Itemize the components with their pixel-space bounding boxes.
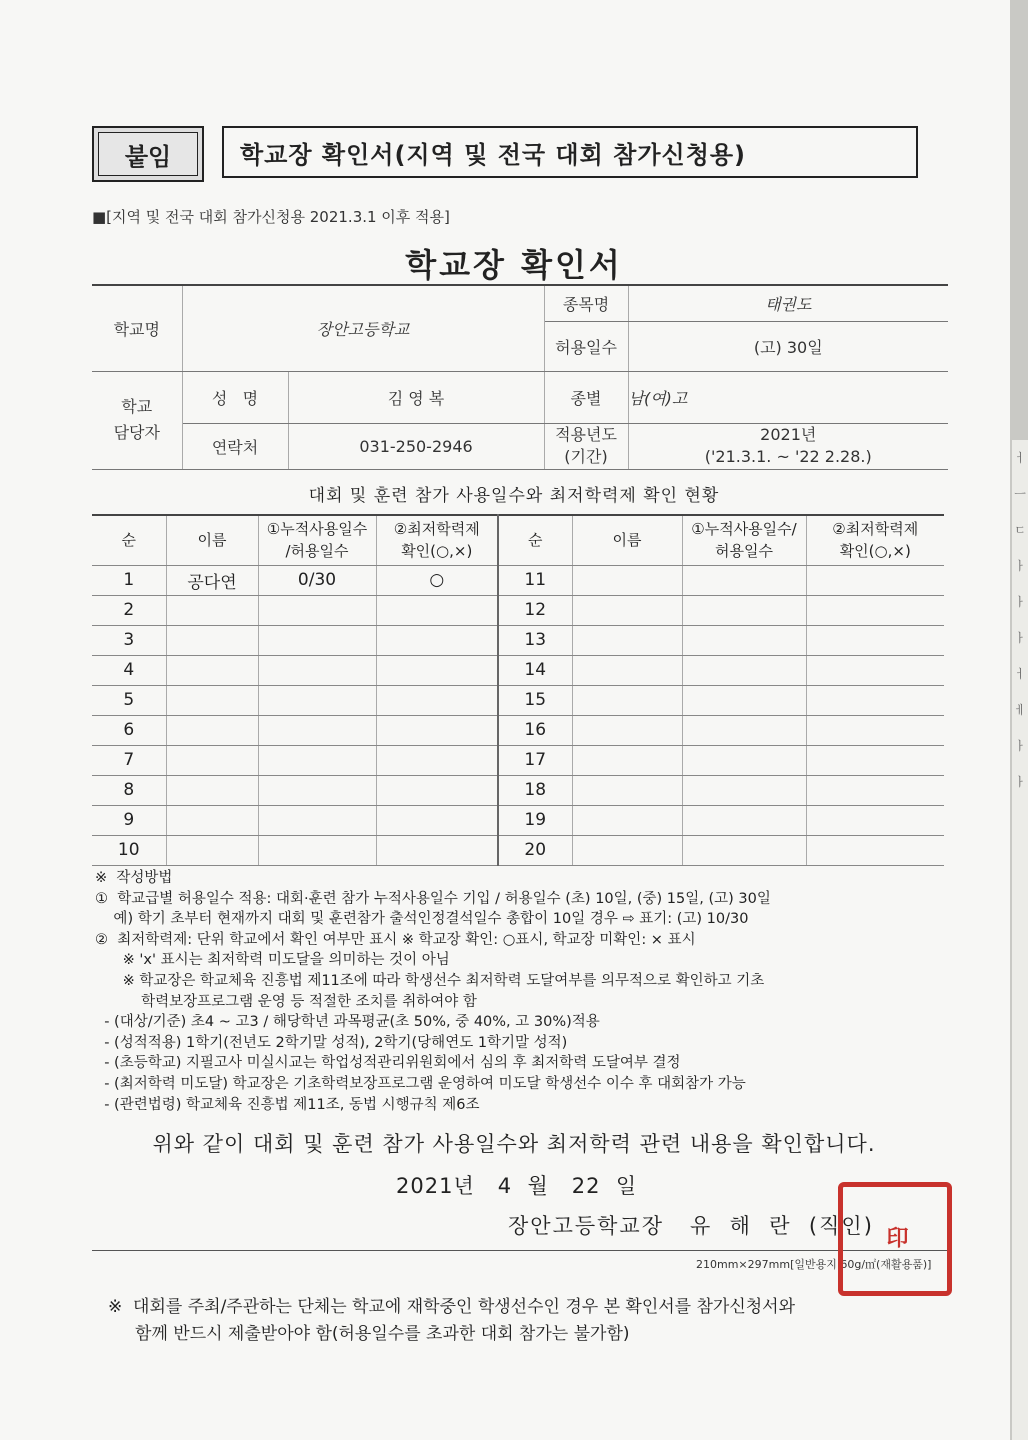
table-cell xyxy=(682,685,806,715)
table-header-row xyxy=(92,515,944,565)
table-cell xyxy=(682,805,806,835)
name-value: 김 영 복 xyxy=(288,371,544,423)
table-cell xyxy=(376,685,498,715)
gender-label: 종별 xyxy=(544,371,628,423)
table-row xyxy=(92,655,944,685)
table-cell xyxy=(376,595,498,625)
divider xyxy=(92,1250,948,1251)
table-cell xyxy=(806,775,944,805)
table-cell xyxy=(806,625,944,655)
table-cell xyxy=(258,625,376,655)
confirmation-statement: 위와 같이 대회 및 훈련 참가 사용일수와 최저학력 관련 내용을 확인합니다. xyxy=(152,1132,876,1156)
table-cell xyxy=(572,715,682,745)
table-cell: ○ xyxy=(376,565,498,595)
official-seal xyxy=(838,1182,952,1296)
table-row xyxy=(92,595,944,625)
footer-note xyxy=(108,1294,958,1348)
table-cell: 15 xyxy=(498,685,572,715)
table-row xyxy=(92,685,944,715)
table-cell xyxy=(806,805,944,835)
table-cell xyxy=(572,685,682,715)
gender-value: 남(여)고 xyxy=(628,371,948,423)
paper-spec: 210mm×297mm[일반용지 60g/㎡(재활용품)] xyxy=(696,1258,932,1271)
table-cell xyxy=(806,715,944,745)
table-cell xyxy=(806,835,944,865)
school-info-table xyxy=(92,284,948,470)
principal-signature: 장안고등학교장 유 해 란 (직인) xyxy=(508,1214,874,1238)
table-cell xyxy=(376,775,498,805)
allowed-days-value: (고) 30일 xyxy=(628,321,948,371)
writing-instructions xyxy=(95,868,955,1115)
table-cell xyxy=(572,565,682,595)
table-cell: 20 xyxy=(498,835,572,865)
document-title: 학교장 확인서 xyxy=(405,246,623,284)
table-cell xyxy=(682,835,806,865)
school-value: 장안고등학교 xyxy=(182,285,544,371)
col-header: 이름 xyxy=(166,515,258,565)
table-cell xyxy=(806,595,944,625)
table-cell xyxy=(376,745,498,775)
table-cell xyxy=(572,595,682,625)
table-cell: 6 xyxy=(92,715,166,745)
table-cell: 5 xyxy=(92,685,166,715)
table-cell: 7 xyxy=(92,745,166,775)
table-cell: 11 xyxy=(498,565,572,595)
instruction-line: ※ 학교장은 학교체육 진흥법 제11조에 따라 학생선수 최저학력 도달여부를 의무적으로 확인하고 기초 xyxy=(95,972,765,989)
table-cell: 10 xyxy=(92,835,166,865)
table-cell xyxy=(166,805,258,835)
table-cell xyxy=(258,745,376,775)
allowed-days-label: 허용일수 xyxy=(544,321,628,371)
col-header: ②최저학력제 확인(○,×) xyxy=(376,515,498,565)
table-cell xyxy=(376,805,498,835)
school-label: 학교명 xyxy=(92,285,182,371)
table-cell xyxy=(376,835,498,865)
instruction-line: ※ 'x' 표시는 최저학력 미도달을 의미하는 것이 아님 xyxy=(95,952,450,969)
table-cell xyxy=(572,745,682,775)
table-cell: 공다연 xyxy=(166,565,258,595)
manager-label: 학교 담당자 xyxy=(92,371,182,469)
issue-date: 2021년 4 월 22 일 xyxy=(396,1174,638,1198)
col-header: ②최저학력제 확인(○,×) xyxy=(806,515,944,565)
col-header: 순 xyxy=(498,515,572,565)
table-row xyxy=(92,805,944,835)
attachment-tag xyxy=(92,126,204,182)
table-cell: 4 xyxy=(92,655,166,685)
table-row xyxy=(92,565,944,595)
footer-line: 함께 반드시 제출받아야 함(허용일수를 초과한 대회 참가는 불가함) xyxy=(108,1324,630,1344)
table-cell xyxy=(258,685,376,715)
table-cell xyxy=(166,745,258,775)
col-header: 순 xyxy=(92,515,166,565)
table-cell xyxy=(376,715,498,745)
sport-value: 태권도 xyxy=(628,285,948,321)
table-cell xyxy=(572,655,682,685)
attachment-tag-label: 붙임 xyxy=(98,132,198,176)
instruction-line: ① 학교급별 허용일수 적용: 대회·훈련 참가 누적사용일수 기입 / 허용일수 (초) 10일, (중) 15일, (고) 30일 xyxy=(95,890,771,907)
table-cell xyxy=(806,565,944,595)
table-row xyxy=(92,775,944,805)
participation-table xyxy=(92,514,944,866)
table-row xyxy=(92,745,944,775)
table-cell xyxy=(572,625,682,655)
col-header: ①누적사용일수/ 허용일수 xyxy=(682,515,806,565)
table-cell xyxy=(682,565,806,595)
table-cell xyxy=(166,775,258,805)
seal-lettering: 印 xyxy=(883,1226,908,1252)
table-cell xyxy=(572,805,682,835)
table-cell xyxy=(682,625,806,655)
sport-label: 종목명 xyxy=(544,285,628,321)
table-cell xyxy=(258,715,376,745)
table-cell xyxy=(166,685,258,715)
table-cell xyxy=(258,595,376,625)
instruction-line: 학력보장프로그램 운영 등 적절한 조치를 취하여야 함 xyxy=(95,993,477,1010)
table-row xyxy=(92,715,944,745)
instruction-line: - (대상/기준) 초4 ~ 고3 / 해당학년 과목평균(초 50%, 중 40%, 고 30%)적용 xyxy=(95,1014,600,1031)
instruction-line: - (초등학교) 지필고사 미실시교는 학업성적관리위원회에서 심의 후 최저학력 도달여부 결정 xyxy=(95,1055,681,1072)
table-cell: 14 xyxy=(498,655,572,685)
col-header: 이름 xyxy=(572,515,682,565)
table-cell xyxy=(166,595,258,625)
instruction-line: 예) 학기 초부터 현재까지 대회 및 훈련참가 출석인정결석일수 총합이 10일 경우 ⇨ 표기: (고) 10/30 xyxy=(95,911,749,928)
underlying-page-edge: ㅓ ㅡ ㄷ ㅏ ㅏ ㅏ ㅓ ㅔ ㅏ ㅏ xyxy=(1012,440,1028,1440)
table-cell xyxy=(258,655,376,685)
year-value: 2021년 xyxy=(760,425,817,444)
table-cell xyxy=(166,715,258,745)
instruction-line: - (관련법령) 학교체육 진흥법 제11조, 동법 시행규칙 제6조 xyxy=(95,1096,480,1113)
table-row xyxy=(92,835,944,865)
instruction-line: ② 최저학력제: 단위 학교에서 확인 여부만 표시 ※ 학교장 확인: ○표시, 학교장 미확인: × 표시 xyxy=(95,931,696,948)
table-cell: 2 xyxy=(92,595,166,625)
instruction-line: - (최저학력 미도달) 학교장은 기초학력보장프로그램 운영하여 미도달 학생선수 이수 후 대회참가 가능 xyxy=(95,1075,746,1092)
table-cell xyxy=(682,595,806,625)
col-header: ①누적사용일수 /허용일수 xyxy=(258,515,376,565)
table-cell xyxy=(806,745,944,775)
table-cell: 19 xyxy=(498,805,572,835)
table-cell xyxy=(376,625,498,655)
table-cell xyxy=(806,655,944,685)
table-cell xyxy=(682,745,806,775)
year-cell xyxy=(628,423,948,469)
table-cell xyxy=(166,625,258,655)
applicability-note: ■[지역 및 전국 대회 참가신청용 2021.3.1 이후 적용] xyxy=(92,208,450,226)
instruction-line: - (성적적용) 1학기(전년도 2학기말 성적), 2학기(당해연도 1학기말 성적) xyxy=(95,1034,568,1051)
table-cell xyxy=(682,775,806,805)
table-cell xyxy=(682,655,806,685)
table-cell xyxy=(376,655,498,685)
table-cell xyxy=(682,715,806,745)
period-value: ('21.3.1. ~ '22 2.28.) xyxy=(704,447,872,466)
contact-label: 연락처 xyxy=(182,423,288,469)
table-cell xyxy=(166,835,258,865)
footer-line: ※ 대회를 주최/주관하는 단체는 학교에 재학중인 학생선수인 경우 본 확인서를 참가신청서와 xyxy=(108,1297,796,1317)
table-cell: 12 xyxy=(498,595,572,625)
table-cell: 0/30 xyxy=(258,565,376,595)
table-cell xyxy=(258,775,376,805)
table-cell: 13 xyxy=(498,625,572,655)
contact-value: 031-250-2946 xyxy=(288,423,544,469)
table-cell: 3 xyxy=(92,625,166,655)
table-cell: 8 xyxy=(92,775,166,805)
year-label: 적용년도 (기간) xyxy=(544,423,628,469)
table-cell xyxy=(572,775,682,805)
table-cell: 18 xyxy=(498,775,572,805)
instruction-line: ※ 작성방법 xyxy=(95,870,173,886)
table-cell: 9 xyxy=(92,805,166,835)
table-cell xyxy=(166,655,258,685)
table-row xyxy=(92,625,944,655)
table-cell xyxy=(258,805,376,835)
section-title: 대회 및 훈련 참가 사용일수와 최저학력제 확인 현황 xyxy=(308,486,720,506)
table-cell xyxy=(572,835,682,865)
table-cell: 1 xyxy=(92,565,166,595)
table-cell: 17 xyxy=(498,745,572,775)
table-cell xyxy=(258,835,376,865)
form-header-title: 학교장 확인서(지역 및 전국 대회 참가신청용) xyxy=(222,126,918,178)
name-label: 성 명 xyxy=(182,371,288,423)
table-cell xyxy=(806,685,944,715)
table-cell: 16 xyxy=(498,715,572,745)
